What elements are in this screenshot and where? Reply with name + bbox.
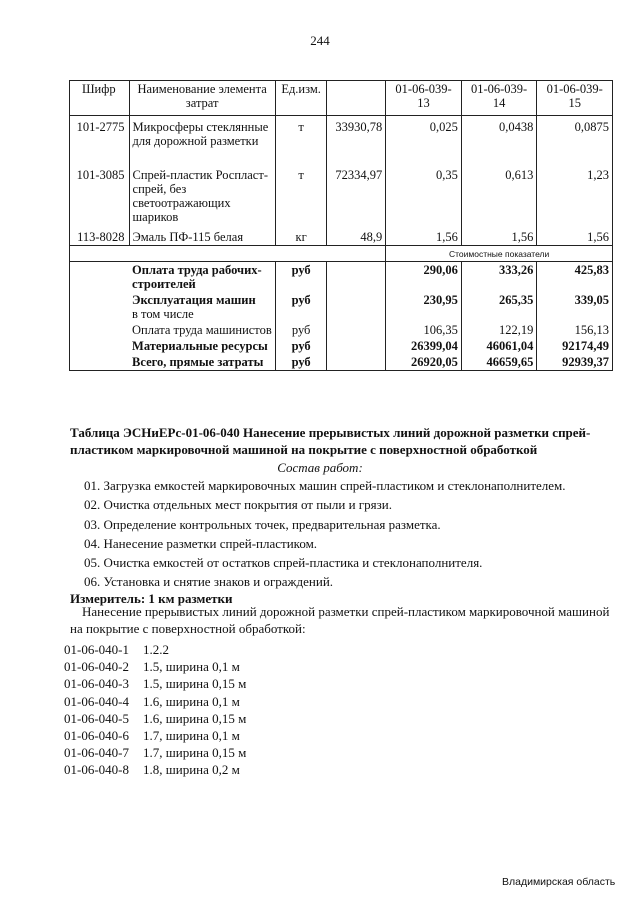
material-code: 113-8028 (70, 229, 130, 246)
code-number: 01-06-040-8 (64, 762, 129, 778)
cost-separator-caption: Стоимостные показатели (386, 246, 613, 262)
header-price (327, 81, 386, 116)
summary-value-3: 425,83 (537, 262, 613, 293)
code-number: 01-06-040-4 (64, 693, 129, 709)
code-number: 01-06-040-5 (64, 710, 129, 726)
material-value-1: 0,35 (386, 167, 462, 229)
summary-name: Оплата труда машинистов (132, 323, 272, 337)
summary-row (70, 354, 613, 371)
work-item: 04. Нанесение разметки спрей-пластиком. (84, 535, 318, 551)
summary-unit: руб (275, 292, 327, 322)
material-unit: т (275, 116, 327, 168)
summary-value-2: 265,35 (461, 292, 537, 322)
summary-value-1: 106,35 (386, 322, 462, 338)
header-col3: 01-06-039-15 (537, 81, 613, 116)
work-list (84, 476, 566, 592)
cost-separator-row (70, 246, 613, 262)
summary-name: Всего, прямые затраты (129, 354, 275, 371)
summary-row (70, 292, 613, 322)
description: Нанесение прерывистых линий дорожной разметки спрей-пластиком маркировочной машиной на покрытие с поверхностной обработкой: (70, 604, 610, 636)
summary-value-1: 230,95 (386, 292, 462, 322)
material-price: 72334,97 (327, 167, 386, 229)
code-text: 1.7, ширина 0,1 м (143, 728, 240, 744)
material-unit: кг (275, 229, 327, 246)
material-name: Микросферы стеклянные для дорожной разметки (129, 116, 275, 168)
material-value-3: 0,0875 (537, 116, 613, 168)
summary-unit: руб (275, 354, 327, 371)
code-text: 1.5, ширина 0,15 м (143, 676, 247, 692)
material-value-2: 0,613 (461, 167, 537, 229)
summary-name: Материальные ресурсы (132, 339, 268, 353)
work-item: 01. Загрузка емкостей маркировочных машин спрей-пластиком и стеклонаполнителем. (84, 478, 566, 493)
code-item (64, 710, 246, 727)
code-item (64, 675, 246, 692)
code-list (64, 641, 246, 779)
work-item: 03. Определение контрольных точек, предварительная разметка. (84, 516, 441, 532)
summary-value-3: 92939,37 (537, 354, 613, 371)
summary-name: Оплата труда рабочих-строителей (132, 263, 262, 291)
summary-value-2: 333,26 (461, 262, 537, 293)
material-value-3: 1,23 (537, 167, 613, 229)
material-name: Спрей-пластик Роспласт-спрей, без светоотражающих шариков (129, 167, 275, 229)
material-name: Эмаль ПФ-115 белая (129, 229, 275, 246)
code-item (64, 761, 246, 778)
header-name: Наименование элемента затрат (129, 81, 275, 116)
material-row (70, 116, 613, 168)
code-number: 01-06-040-7 (64, 745, 129, 761)
code-item (64, 744, 246, 761)
summary-value-1: 26920,05 (386, 354, 462, 371)
code-item (64, 658, 246, 675)
summary-value-3: 156,13 (537, 322, 613, 338)
code-item (64, 693, 246, 710)
header-col1: 01-06-039-13 (386, 81, 462, 116)
material-value-1: 0,025 (386, 116, 462, 168)
summary-value-3: 339,05 (537, 292, 613, 322)
summary-unit: руб (275, 322, 327, 338)
code-text: 1.2.2 (143, 642, 169, 657)
summary-value-1: 290,06 (386, 262, 462, 293)
summary-subtitle: в том числе (132, 307, 194, 321)
cost-table (69, 80, 613, 371)
material-value-3: 1,56 (537, 229, 613, 246)
table-header-row (70, 81, 613, 116)
footer-region: Владимирская область (502, 876, 616, 888)
work-item: 06. Установка и снятие знаков и ограждений. (84, 574, 334, 590)
summary-name: Эксплуатация машин (132, 293, 256, 307)
material-row (70, 167, 613, 229)
material-value-1: 1,56 (386, 229, 462, 246)
material-unit: т (275, 167, 327, 229)
material-value-2: 0,0438 (461, 116, 537, 168)
code-text: 1.8, ширина 0,2 м (143, 762, 240, 778)
summary-unit: руб (275, 262, 327, 293)
work-item: 02. Очистка отдельных мест покрытия от пыли и грязи. (84, 497, 392, 513)
material-price: 48,9 (327, 229, 386, 246)
header-code: Шифр (70, 81, 130, 116)
summary-value-1: 26399,04 (386, 338, 462, 354)
summary-value-2: 46659,65 (461, 354, 537, 371)
material-row (70, 229, 613, 246)
code-number: 01-06-040-2 (64, 659, 129, 675)
code-number: 01-06-040-1 (64, 642, 129, 657)
code-text: 1.7, ширина 0,15 м (143, 745, 247, 761)
work-item: 05. Очистка емкостей от остатков спрей-пластика и стеклонаполнителя. (84, 555, 483, 571)
page-number: 244 (310, 33, 330, 48)
material-value-2: 1,56 (461, 229, 537, 246)
header-col2: 01-06-039-14 (461, 81, 537, 116)
code-number: 01-06-040-6 (64, 728, 129, 744)
code-item (64, 641, 246, 658)
code-text: 1.5, ширина 0,1 м (143, 659, 240, 675)
summary-row (70, 338, 613, 354)
summary-unit: руб (275, 338, 327, 354)
code-text: 1.6, ширина 0,15 м (143, 710, 247, 726)
measurement-unit: Измеритель: 1 км разметки (70, 591, 233, 606)
code-text: 1.6, ширина 0,1 м (143, 693, 240, 709)
table-title: Таблица ЭСНиЕРс-01-06-040 Нанесение прерывистых линий дорожной разметки спрей-пластиком маркировочной машиной на покрытие с поверхностной обработкой (70, 425, 591, 457)
material-code: 101-2775 (70, 116, 130, 168)
code-number: 01-06-040-3 (64, 676, 129, 692)
summary-row (70, 262, 613, 293)
summary-value-2: 122,19 (461, 322, 537, 338)
material-code: 101-3085 (70, 167, 130, 229)
code-item (64, 727, 246, 744)
composition-title: Состав работ: (277, 460, 363, 475)
summary-value-2: 46061,04 (461, 338, 537, 354)
summary-value-3: 92174,49 (537, 338, 613, 354)
header-unit: Ед.изм. (275, 81, 327, 116)
material-price: 33930,78 (327, 116, 386, 168)
summary-row (70, 322, 613, 338)
